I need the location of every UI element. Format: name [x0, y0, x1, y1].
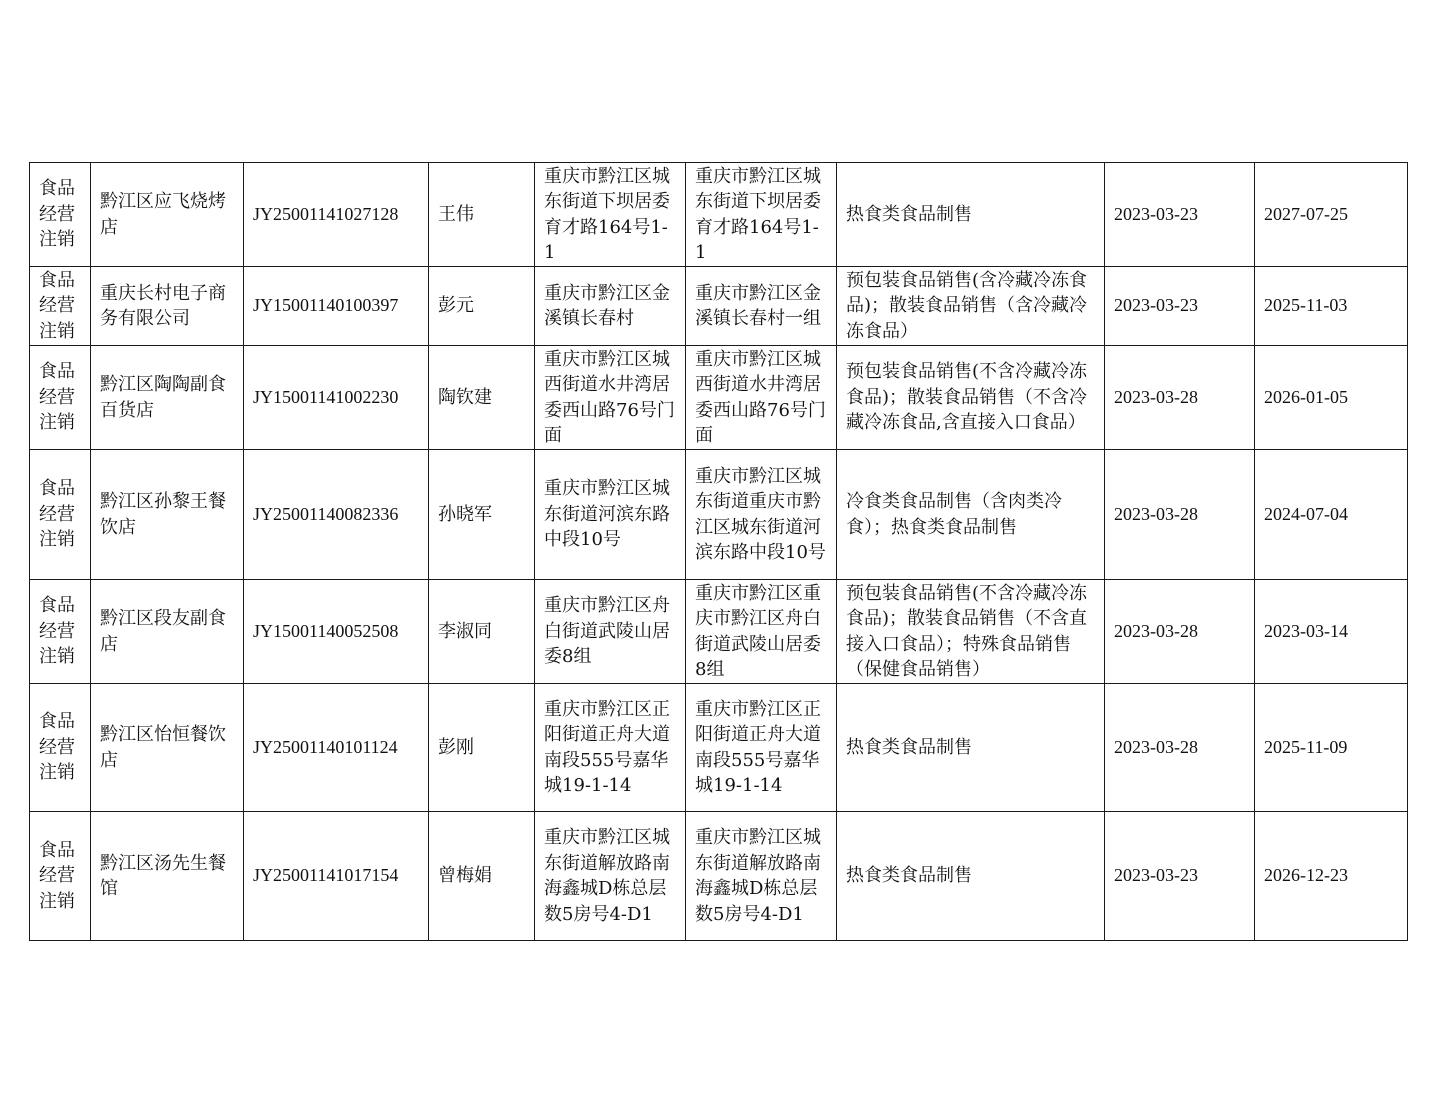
valid-until-cell: 2026-01-05 [1255, 346, 1408, 450]
business-name-cell: 重庆长村电子商务有限公司 [91, 267, 244, 346]
cancel-date-cell: 2023-03-23 [1105, 812, 1255, 941]
premises-cell: 重庆市黔江区重庆市黔江区舟白街道武陵山居委8组 [686, 580, 837, 684]
premises-cell: 重庆市黔江区金溪镇长春村一组 [686, 267, 837, 346]
responsible-person-cell: 陶钦建 [429, 346, 535, 450]
valid-until-cell: 2026-12-23 [1255, 812, 1408, 941]
record-type-cell: 食品经营注销 [30, 450, 91, 580]
record-type-cell: 食品经营注销 [30, 346, 91, 450]
license-number-cell: JY25001141027128 [244, 163, 429, 267]
business-name-cell: 黔江区孙黎王餐饮店 [91, 450, 244, 580]
address-cell: 重庆市黔江区舟白街道武陵山居委8组 [535, 580, 686, 684]
license-number-cell: JY15001141002230 [244, 346, 429, 450]
premises-cell: 重庆市黔江区城东街道解放路南海鑫城D栋总层数5房号4-D1 [686, 812, 837, 941]
record-type-cell: 食品经营注销 [30, 812, 91, 941]
business-scope-cell: 预包装食品销售(不含冷藏冷冻食品)；散装食品销售（不含冷藏冷冻食品,含直接入口食品） [837, 346, 1105, 450]
record-type-cell: 食品经营注销 [30, 163, 91, 267]
cancel-date-cell: 2023-03-28 [1105, 346, 1255, 450]
business-scope-cell: 预包装食品销售(含冷藏冷冻食品)；散装食品销售（含冷藏冷冻食品） [837, 267, 1105, 346]
record-type-cell: 食品经营注销 [30, 684, 91, 812]
cancel-date-cell: 2023-03-23 [1105, 163, 1255, 267]
table-row [30, 684, 1408, 812]
responsible-person-cell: 孙晓军 [429, 450, 535, 580]
valid-until-cell: 2027-07-25 [1255, 163, 1408, 267]
business-name-cell: 黔江区应飞烧烤店 [91, 163, 244, 267]
business-scope-cell: 热食类食品制售 [837, 163, 1105, 267]
record-type-cell: 食品经营注销 [30, 580, 91, 684]
address-cell: 重庆市黔江区正阳街道正舟大道南段555号嘉华城19-1-14 [535, 684, 686, 812]
license-number-cell: JY25001140101124 [244, 684, 429, 812]
responsible-person-cell: 曾梅娟 [429, 812, 535, 941]
address-cell: 重庆市黔江区金溪镇长春村 [535, 267, 686, 346]
valid-until-cell: 2025-11-09 [1255, 684, 1408, 812]
responsible-person-cell: 彭刚 [429, 684, 535, 812]
premises-cell: 重庆市黔江区正阳街道正舟大道南段555号嘉华城19-1-14 [686, 684, 837, 812]
cancel-date-cell: 2023-03-23 [1105, 267, 1255, 346]
table-row [30, 450, 1408, 580]
cancel-date-cell: 2023-03-28 [1105, 450, 1255, 580]
business-scope-cell: 冷食类食品制售（含肉类冷食）；热食类食品制售 [837, 450, 1105, 580]
business-name-cell: 黔江区怡恒餐饮店 [91, 684, 244, 812]
table-row [30, 812, 1408, 941]
responsible-person-cell: 王伟 [429, 163, 535, 267]
table-row [30, 580, 1408, 684]
record-type-cell: 食品经营注销 [30, 267, 91, 346]
business-name-cell: 黔江区汤先生餐馆 [91, 812, 244, 941]
business-name-cell: 黔江区段友副食店 [91, 580, 244, 684]
cancel-date-cell: 2023-03-28 [1105, 684, 1255, 812]
business-scope-cell: 热食类食品制售 [837, 812, 1105, 941]
premises-cell: 重庆市黔江区城西街道水井湾居委西山路76号门面 [686, 346, 837, 450]
business-name-cell: 黔江区陶陶副食百货店 [91, 346, 244, 450]
table-row [30, 346, 1408, 450]
license-number-cell: JY15001140100397 [244, 267, 429, 346]
license-number-cell: JY15001140052508 [244, 580, 429, 684]
valid-until-cell: 2025-11-03 [1255, 267, 1408, 346]
valid-until-cell: 2024-07-04 [1255, 450, 1408, 580]
table-row [30, 163, 1408, 267]
premises-cell: 重庆市黔江区城东街道重庆市黔江区城东街道河滨东路中段10号 [686, 450, 837, 580]
business-scope-cell: 预包装食品销售(不含冷藏冷冻食品)；散装食品销售（不含直接入口食品）；特殊食品销售（保健食品销售） [837, 580, 1105, 684]
license-number-cell: JY25001141017154 [244, 812, 429, 941]
cancel-date-cell: 2023-03-28 [1105, 580, 1255, 684]
responsible-person-cell: 彭元 [429, 267, 535, 346]
license-number-cell: JY25001140082336 [244, 450, 429, 580]
address-cell: 重庆市黔江区城东街道下坝居委育才路164号1-1 [535, 163, 686, 267]
address-cell: 重庆市黔江区城东街道河滨东路中段10号 [535, 450, 686, 580]
valid-until-cell: 2023-03-14 [1255, 580, 1408, 684]
business-scope-cell: 热食类食品制售 [837, 684, 1105, 812]
address-cell: 重庆市黔江区城东街道解放路南海鑫城D栋总层数5房号4-D1 [535, 812, 686, 941]
address-cell: 重庆市黔江区城西街道水井湾居委西山路76号门面 [535, 346, 686, 450]
responsible-person-cell: 李淑同 [429, 580, 535, 684]
food-license-cancellation-table [29, 162, 1408, 941]
premises-cell: 重庆市黔江区城东街道下坝居委育才路164号1-1 [686, 163, 837, 267]
table-row [30, 267, 1408, 346]
